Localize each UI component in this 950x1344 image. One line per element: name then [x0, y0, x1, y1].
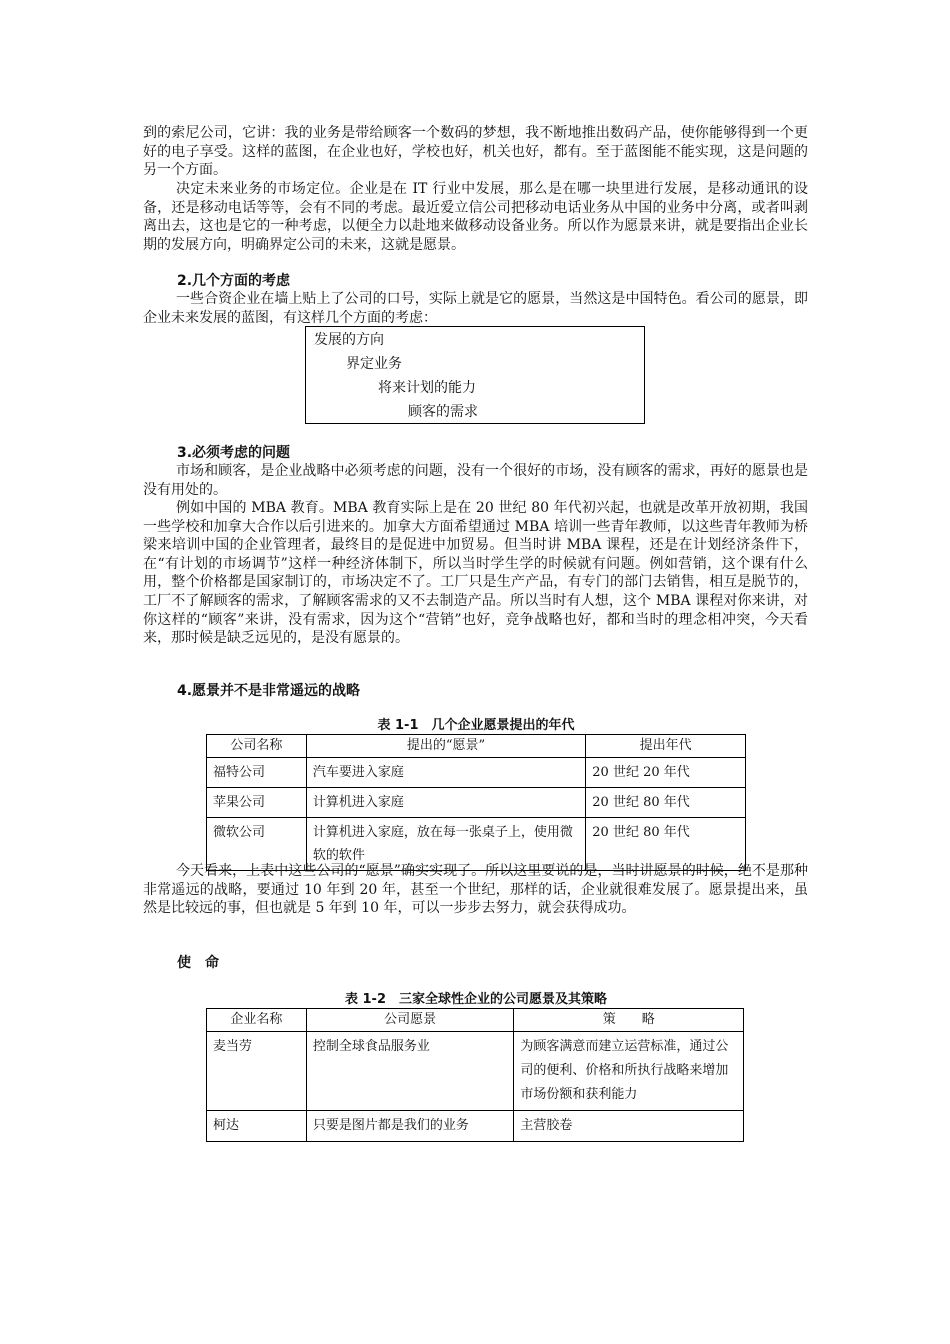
table-caption: 表 1-2 三家全球性企业的公司愿景及其策略: [344, 992, 607, 1007]
vision-item: 界定业务: [346, 356, 402, 372]
vision-item: 发展的方向: [314, 332, 384, 348]
table-cell: 麦当劳: [207, 1032, 307, 1111]
paragraph: 一些合资企业在墙上贴上了公司的口号，实际上就是它的愿景，当然这是中国特色。看公司的愿景，即企业未来发展的蓝图，有这样几个方面的考虑：: [143, 291, 808, 326]
paragraph: 例如中国的 MBA 教育。MBA 教育实际上是在 20 世纪 80 年代初兴起，也就是改革开放初期，我国一些学校和加拿大合作以后引进来的。加拿大方面希望通过 MBA 培训一些青年教师，以这些青年教师为桥梁来培训中国的企业管理者，最终目的是促进中加贸易。但当时讲 MBA 课程，还是在计划经济条件下，在“有计划的市场调节”这样一种经济体制下，所以当时学生学的时候就有问题。例如营销，这个课有什么用，整个价格都是国家制订的，市场决定不了。工厂只是生产产品，有专门的部门去销售，相互是脱节的，工厂不了解顾客的需求，了解顾客需求的又不去制造产品。所以当时有人想，这个 MBA 课程对你来讲，对你这样的“顾客”来讲，没有需求，因为这个“营销”也好，竞争战略也好，都和当时的理念相冲突，今天看来，那时候是缺乏远见的，是没有愿景的。: [143, 500, 808, 647]
section-heading: 2.几个方面的考虑: [177, 273, 291, 289]
table-cell: 汽车要进入家庭: [306, 758, 585, 788]
table-header-row: [207, 1009, 744, 1032]
table-header: 提出年代: [586, 735, 746, 758]
section-heading: 使 命: [177, 955, 219, 971]
vision-box: [305, 326, 645, 424]
table-row: [207, 788, 746, 818]
table-cell: 微软公司: [207, 818, 307, 871]
table-cell: 只要是图片都是我们的业务: [306, 1111, 514, 1142]
table-header: 公司愿景: [306, 1009, 514, 1032]
table-cell: 计算机进入家庭: [306, 788, 585, 818]
vision-years-table: [206, 734, 746, 871]
table-row: [207, 1032, 744, 1111]
paragraph: 到的索尼公司，它讲：我的业务是带给顾客一个数码的梦想，我不断地推出数码产品，使你能够得到一个更好的电子享受。这样的蓝图，在企业也好，学校也好，机关也好，都有。至于蓝图能不能实现，这是问题的另一个方面。: [143, 125, 808, 179]
section-heading: 4.愿景并不是非常遥远的战略: [177, 683, 361, 699]
paragraph: 市场和顾客，是企业战略中必须考虑的问题，没有一个很好的市场，没有顾客的需求，再好的愿景也是没有用处的。: [143, 463, 808, 498]
vision-item: 将来计划的能力: [378, 380, 476, 396]
table-header: 企业名称: [207, 1009, 307, 1032]
table-header: 策 略: [514, 1009, 744, 1032]
table-header: 公司名称: [207, 735, 307, 758]
table-cell: 20 世纪 20 年代: [586, 758, 746, 788]
paragraph: 今天看来，上表中这些公司的“愿景”确实实现了。所以这里要说的是，当时讲愿景的时候，绝不是那种非常遥远的战略，要通过 10 年到 20 年，甚至一个世纪，那样的话，企业就很难发展了。愿景提出来，虽然是比较远的事，但也就是 5 年到 10 年，可以一步步去努力，就会获得成功。: [143, 863, 808, 917]
table-cell: 苹果公司: [207, 788, 307, 818]
vision-item: 顾客的需求: [408, 404, 478, 420]
table-caption: 表 1-1 几个企业愿景提出的年代: [377, 718, 575, 733]
paragraph: 决定未来业务的市场定位。企业是在 IT 行业中发展，那么是在哪一块里进行发展，是移动通讯的设备，还是移动电话等等，会有不同的考虑。最近爱立信公司把移动电话业务从中国的业务中分离，或者叫剥离出去，这也是它的一种考虑，以便全力以赴地来做移动设备业务。所以作为愿景来讲，就是要指出企业长期的发展方向，明确界定公司的未来，这就是愿景。: [143, 181, 808, 253]
table-cell: 20 世纪 80 年代: [586, 818, 746, 871]
table-cell: 柯达: [207, 1111, 307, 1142]
table-cell: 计算机进入家庭，放在每一张桌子上，使用微软的软件: [306, 818, 585, 871]
section-heading: 3.必须考虑的问题: [177, 445, 291, 461]
table-cell: 福特公司: [207, 758, 307, 788]
table-cell: 20 世纪 80 年代: [586, 788, 746, 818]
vision-strategy-table: [206, 1008, 744, 1142]
table-cell: 主营胶卷: [514, 1111, 744, 1142]
table-cell: 控制全球食品服务业: [306, 1032, 514, 1111]
table-cell: 为顾客满意而建立运营标准，通过公司的便利、价格和所执行战略来增加市场份额和获利能力: [514, 1032, 744, 1111]
table-header: 提出的“愿景”: [306, 735, 585, 758]
table-row: [207, 1111, 744, 1142]
table-header-row: [207, 735, 746, 758]
table-row: [207, 758, 746, 788]
